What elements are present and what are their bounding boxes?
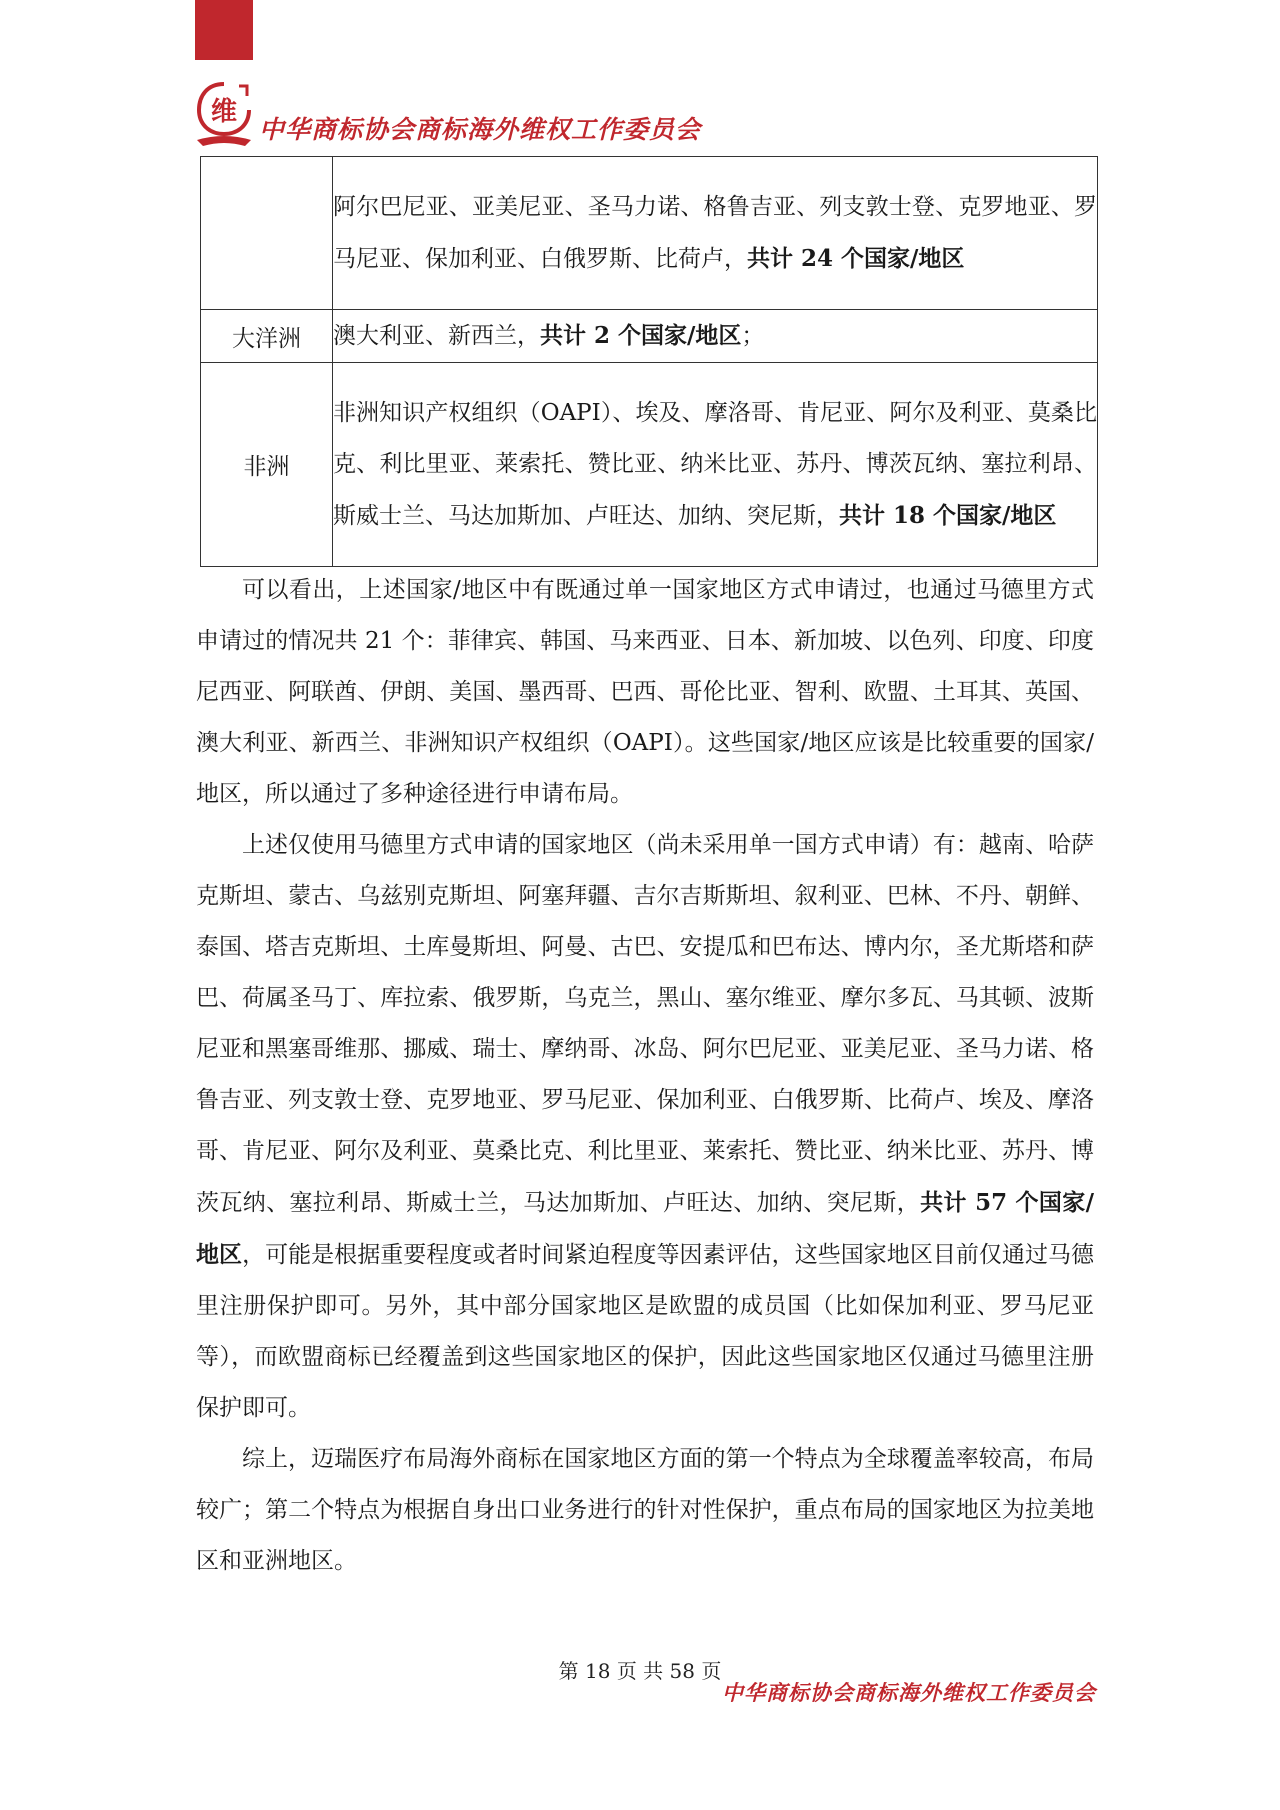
table-row-africa xyxy=(201,363,1098,567)
logo-glyph: 维 xyxy=(210,97,238,127)
region-label: 大洋洲 xyxy=(201,310,333,363)
association-logo-icon xyxy=(195,80,253,150)
region-countries xyxy=(333,310,1098,363)
country-list: 非洲知识产权组织（OAPI）、埃及、摩洛哥、肯尼亚、阿尔及利亚、莫桑比克、利比里亚、莱索托、赞比亚、纳米比亚、苏丹、博茨瓦纳、塞拉利昂、斯威士兰、马达加斯加、卢旺达、加纳、突尼斯， xyxy=(333,399,1097,529)
region-label xyxy=(201,157,333,310)
footer-org-name: 中华商标协会商标海外维权工作委员会 xyxy=(722,1680,1096,1705)
madrid-note: ，可能是根据重要程度或者时间紧迫程度等因素评估，这些国家地区目前仅通过马德里注册保护即可。另外，其中部分国家地区是欧盟的成员国（比如保加利亚、罗马尼亚等），而欧盟商标已经覆盖到这些国家地区的保护，因此这些国家地区仅通过马德里注册保护即可。 xyxy=(196,1242,1095,1421)
country-list: 阿尔巴尼亚、亚美尼亚、圣马力诺、格鲁吉亚、列支敦士登、克罗地亚、罗马尼亚、保加利亚、白俄罗斯、比荷卢， xyxy=(333,193,1097,272)
region-label: 非洲 xyxy=(201,363,333,567)
country-count: 共计 2 个国家/地区 xyxy=(540,322,742,349)
madrid-list: 上述仅使用马德里方式申请的国家地区（尚未采用单一国方式申请）有：越南、哈萨克斯坦、蒙古、乌兹别克斯坦、阿塞拜疆、吉尔吉斯斯坦、叙利亚、巴林、不丹、朝鲜、泰国、塔吉克斯坦、土库曼斯坦、阿曼、古巴、安提瓜和巴布达、博内尔，圣尤斯塔和萨巴、荷属圣马丁、库拉索、俄罗斯，乌克兰，黑山、塞尔维亚、摩尔多瓦、马其顿、波斯尼亚和黑塞哥维那、挪威、瑞士、摩纳哥、冰岛、阿尔巴尼亚、亚美尼亚、圣马力诺、格鲁吉亚、列支敦士登、克罗地亚、罗马尼亚、保加利亚、白俄罗斯、比荷卢、埃及、摩洛哥、肯尼亚、阿尔及利亚、莫桑比克、利比里亚、莱索托、赞比亚、纳米比亚、苏丹、博茨瓦纳、塞拉利昂、斯威士兰，马达加斯加、卢旺达、加纳、突尼斯， xyxy=(196,832,1094,1216)
region-countries xyxy=(333,363,1098,567)
country-count: 共计 24 个国家/地区 xyxy=(747,244,965,272)
table-row-oceania xyxy=(201,310,1098,363)
region-countries xyxy=(333,157,1098,310)
org-title: 中华商标协会商标海外维权工作委员会 xyxy=(259,115,702,144)
region-table xyxy=(200,156,1098,567)
body-text xyxy=(196,565,1094,1587)
paragraph-madrid-only xyxy=(196,820,1094,1434)
table-row-europe-cont xyxy=(201,157,1098,310)
country-list: 澳大利亚、新西兰， xyxy=(333,323,540,349)
paragraph-summary: 综上，迈瑞医疗布局海外商标在国家地区方面的第一个特点为全球覆盖率较高，布局较广；第二个特点为根据自身出口业务进行的针对性保护，重点布局的国家地区为拉美地区和亚洲地区。 xyxy=(196,1446,1094,1574)
madrid-count: 共计 57 个国家/地区 xyxy=(196,1189,1095,1268)
country-suffix: ； xyxy=(741,323,765,349)
corner-red-block xyxy=(195,0,253,60)
country-count: 共计 18 个国家/地区 xyxy=(839,501,1057,529)
page-header xyxy=(195,80,1095,154)
paragraph-both-methods: 可以看出，上述国家/地区中有既通过单一国家地区方式申请过，也通过马德里方式申请过的情况共 21 个：菲律宾、韩国、马来西亚、日本、新加坡、以色列、印度、印度尼西亚、阿联酋、伊朗、美国、墨西哥、巴西、哥伦比亚、智利、欧盟、土耳其、英国、澳大利亚、新西兰、非洲知识产权组织（OAPI）。这些国家/地区应该是比较重要的国家/地区，所以通过了多种途径进行申请布局。 xyxy=(196,577,1094,807)
page-number: 第 18 页 共 58 页 xyxy=(558,1659,722,1683)
